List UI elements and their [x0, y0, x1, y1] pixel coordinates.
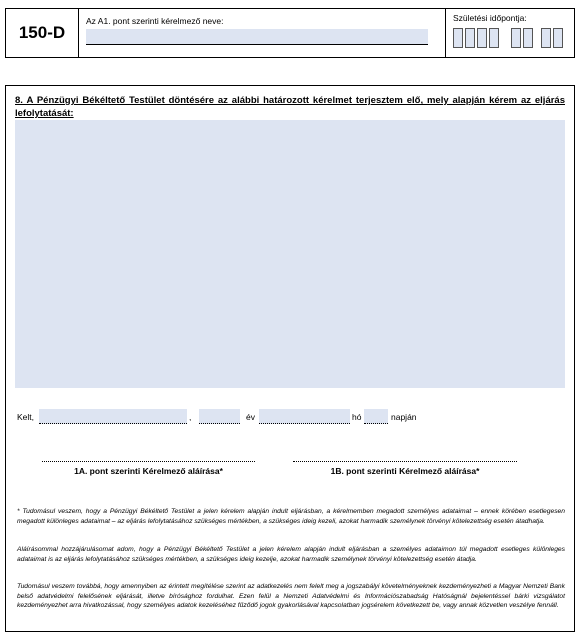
privacy-note-1: * Tudomásul veszem, hogy a Pénzügyi Békéltető Testület a jelen kérelem alapján indult eljárásban, a kérelmemben megadott személyes adataimat – ennek körében esetlegesen megadott különleges adataimat – az eljárás lefolytatásához szükséges mértékben, a szükséges ideig kezeli, azokat harmadik személynek törvényi kötelezettség esetén átadhatja.	[17, 508, 565, 525]
birth-year-digit[interactable]	[477, 28, 487, 48]
birth-day-digit[interactable]	[541, 28, 551, 48]
comma-label: ,	[189, 412, 192, 422]
year-label: év	[246, 412, 255, 422]
signature-label-1b: 1B. pont szerinti Kérelmező aláírása*	[330, 466, 480, 476]
applicant-name-label: Az A1. pont szerinti kérelmező neve:	[86, 16, 224, 26]
birth-date-box	[445, 9, 575, 57]
applicant-name-field[interactable]	[86, 29, 428, 45]
form-code: 150-D	[6, 9, 79, 57]
signature-line-1a[interactable]	[42, 461, 255, 462]
section-title: 8. A Pénzügyi Békéltető Testület döntésére az alábbi határozott kérelmet terjesztem elő, mely alapján kérem az eljárás lefolytatását:	[15, 95, 565, 119]
month-label: hó	[352, 412, 362, 422]
place-field[interactable]	[39, 409, 187, 424]
birth-year-digit[interactable]	[453, 28, 463, 48]
kelt-label: Kelt,	[17, 412, 35, 422]
day-label: napján	[391, 412, 417, 422]
month-field[interactable]	[259, 409, 350, 424]
signature-label-1a: 1A. pont szerinti Kérelmező aláírása*	[74, 466, 223, 476]
form-header	[5, 8, 575, 58]
request-section	[5, 85, 575, 632]
birth-month-digit[interactable]	[523, 28, 533, 48]
privacy-note-3: Tudomásul veszem továbbá, hogy amennyiben az érintett megítélése szerint az adatkezelés nem felelt meg a jogszabályi követelményeknek kezdeményezheti a Magyar Nemzeti Bank belső adatvédelmi felelősének eljárását, illetve bírósághoz fordulhat. Ezen felül a Nemzeti Adatvédelmi és Információszabadság Hatóságnál bejelentéssel bárki vizsgálatot kezdeményezhet arra hivatkozással, hogy személyes adatok kezeléséhez fűződő jogok gyakorlásával kapcsolatban jogsérelem következett be, vagy annak közvetlen veszélye fennáll.	[17, 583, 565, 610]
signature-line-1b[interactable]	[293, 461, 517, 462]
birth-month-digit[interactable]	[511, 28, 521, 48]
day-field[interactable]	[364, 409, 388, 424]
birth-date-label: Születési időpontja:	[453, 13, 527, 23]
birth-day-digit[interactable]	[553, 28, 563, 48]
birth-year-digit[interactable]	[489, 28, 499, 48]
birth-year-digit[interactable]	[465, 28, 475, 48]
year-field[interactable]	[199, 409, 240, 424]
privacy-note-2: Aláírásommal hozzájárulásomat adom, hogy a Pénzügyi Békéltető Testület a jelen kérelem alapján indult eljárásban a személyes adataimon túl megadott esetleges különleges adataimat is az eljárás lefolytatásához szükséges mértékben, a szükséges ideig kezelje, azokat harmadik személynek törvényi kötelezettség esetén átadja.	[17, 546, 565, 563]
request-text-area[interactable]	[15, 120, 565, 388]
